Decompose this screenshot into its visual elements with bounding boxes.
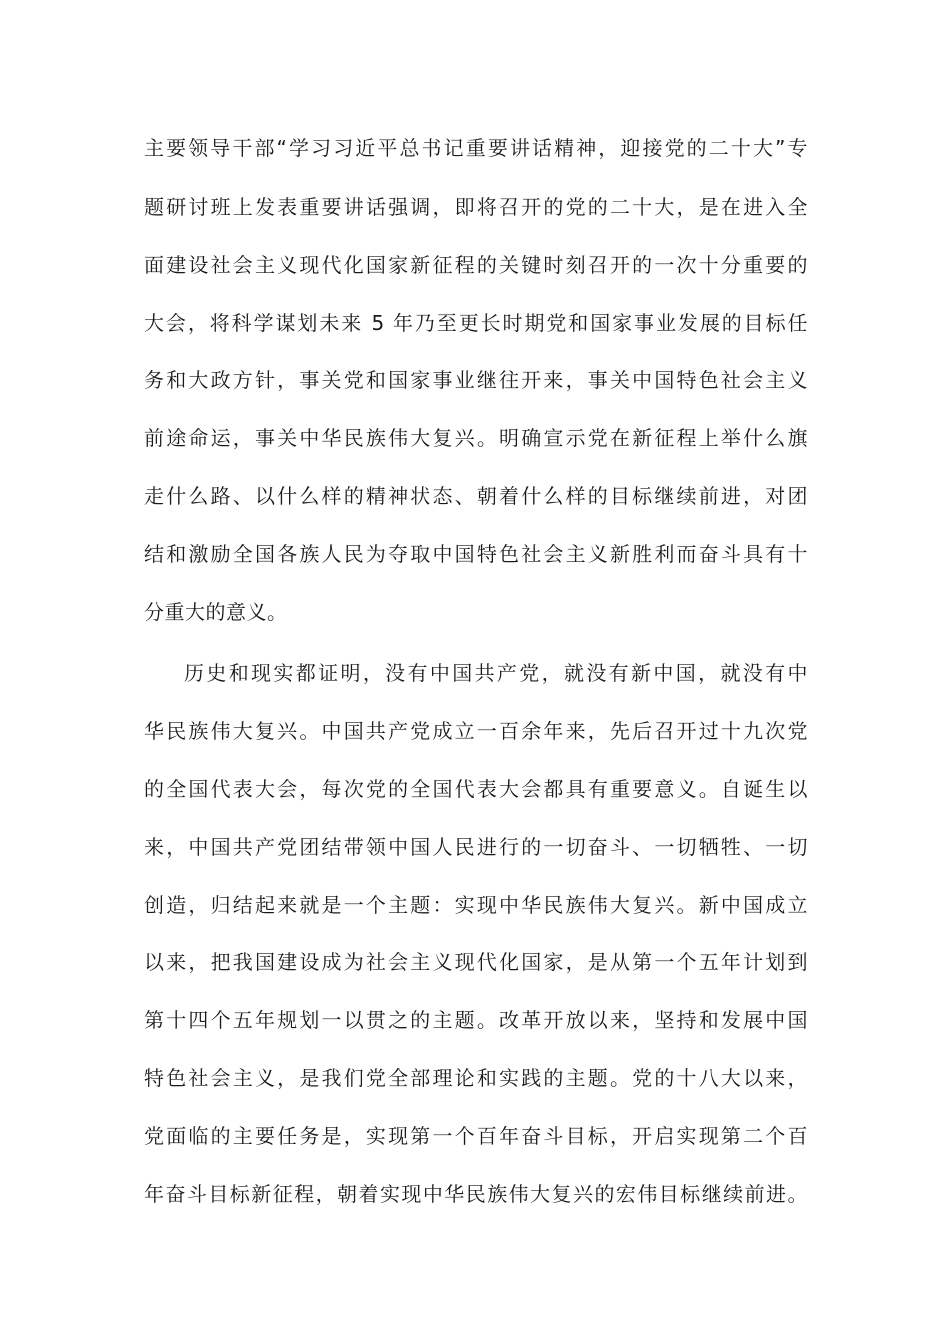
paragraph-1-line: 分重大的意义。: [144, 600, 288, 624]
paragraph-2-line: 特色社会主义，是我们党全部理论和实践的主题。党的十八大以来，: [144, 1066, 808, 1090]
paragraph-2-line: 党面临的主要任务是，实现第一个百年奋斗目标，开启实现第二个百: [144, 1124, 808, 1148]
paragraph-1-line: 大会，将科学谋划未来 5 年乃至更长时期党和国家事业发展的目标任: [144, 311, 808, 335]
paragraph-2-line: 第十四个五年规划一以贯之的主题。改革开放以来，坚持和发展中国: [144, 1008, 808, 1032]
paragraph-1-line: 面建设社会主义现代化国家新征程的关键时刻召开的一次十分重要的: [144, 253, 808, 277]
paragraph-1-line: 结和激励全国各族人民为夺取中国特色社会主义新胜利而奋斗具有十: [144, 542, 808, 566]
paragraph-1-line: 务和大政方针，事关党和国家事业继往开来，事关中国特色社会主义: [144, 368, 808, 392]
paragraph-2-line: 来，中国共产党团结带领中国人民进行的一切奋斗、一切牺牲、一切: [144, 835, 808, 859]
paragraph-1-line: 前途命运，事关中华民族伟大复兴。明确宣示党在新征程上举什么旗: [144, 426, 808, 450]
paragraph-1-line: 题研讨班上发表重要讲话强调，即将召开的党的二十大，是在进入全: [144, 195, 808, 219]
paragraph-1-line: 主要领导干部“学习习近平总书记重要讲话精神，迎接党的二十大”专: [144, 136, 808, 160]
paragraph-2-line: 创造，归结起来就是一个主题：实现中华民族伟大复兴。新中国成立: [144, 893, 808, 917]
paragraph-1-line: 走什么路、以什么样的精神状态、朝着什么样的目标继续前进，对团: [144, 484, 808, 508]
paragraph-2-line: 年奋斗目标新征程，朝着实现中华民族伟大复兴的宏伟目标继续前进。: [144, 1182, 808, 1206]
paragraph-2-line: 以来，把我国建设成为社会主义现代化国家，是从第一个五年计划到: [144, 950, 808, 974]
paragraph-2-line: 的全国代表大会，每次党的全国代表大会都具有重要意义。自诞生以: [144, 777, 808, 801]
paragraph-2-line: 华民族伟大复兴。中国共产党成立一百余年来，先后召开过十九次党: [144, 719, 808, 743]
paragraph-2-line: 历史和现实都证明，没有中国共产党，就没有新中国，就没有中: [184, 661, 808, 685]
